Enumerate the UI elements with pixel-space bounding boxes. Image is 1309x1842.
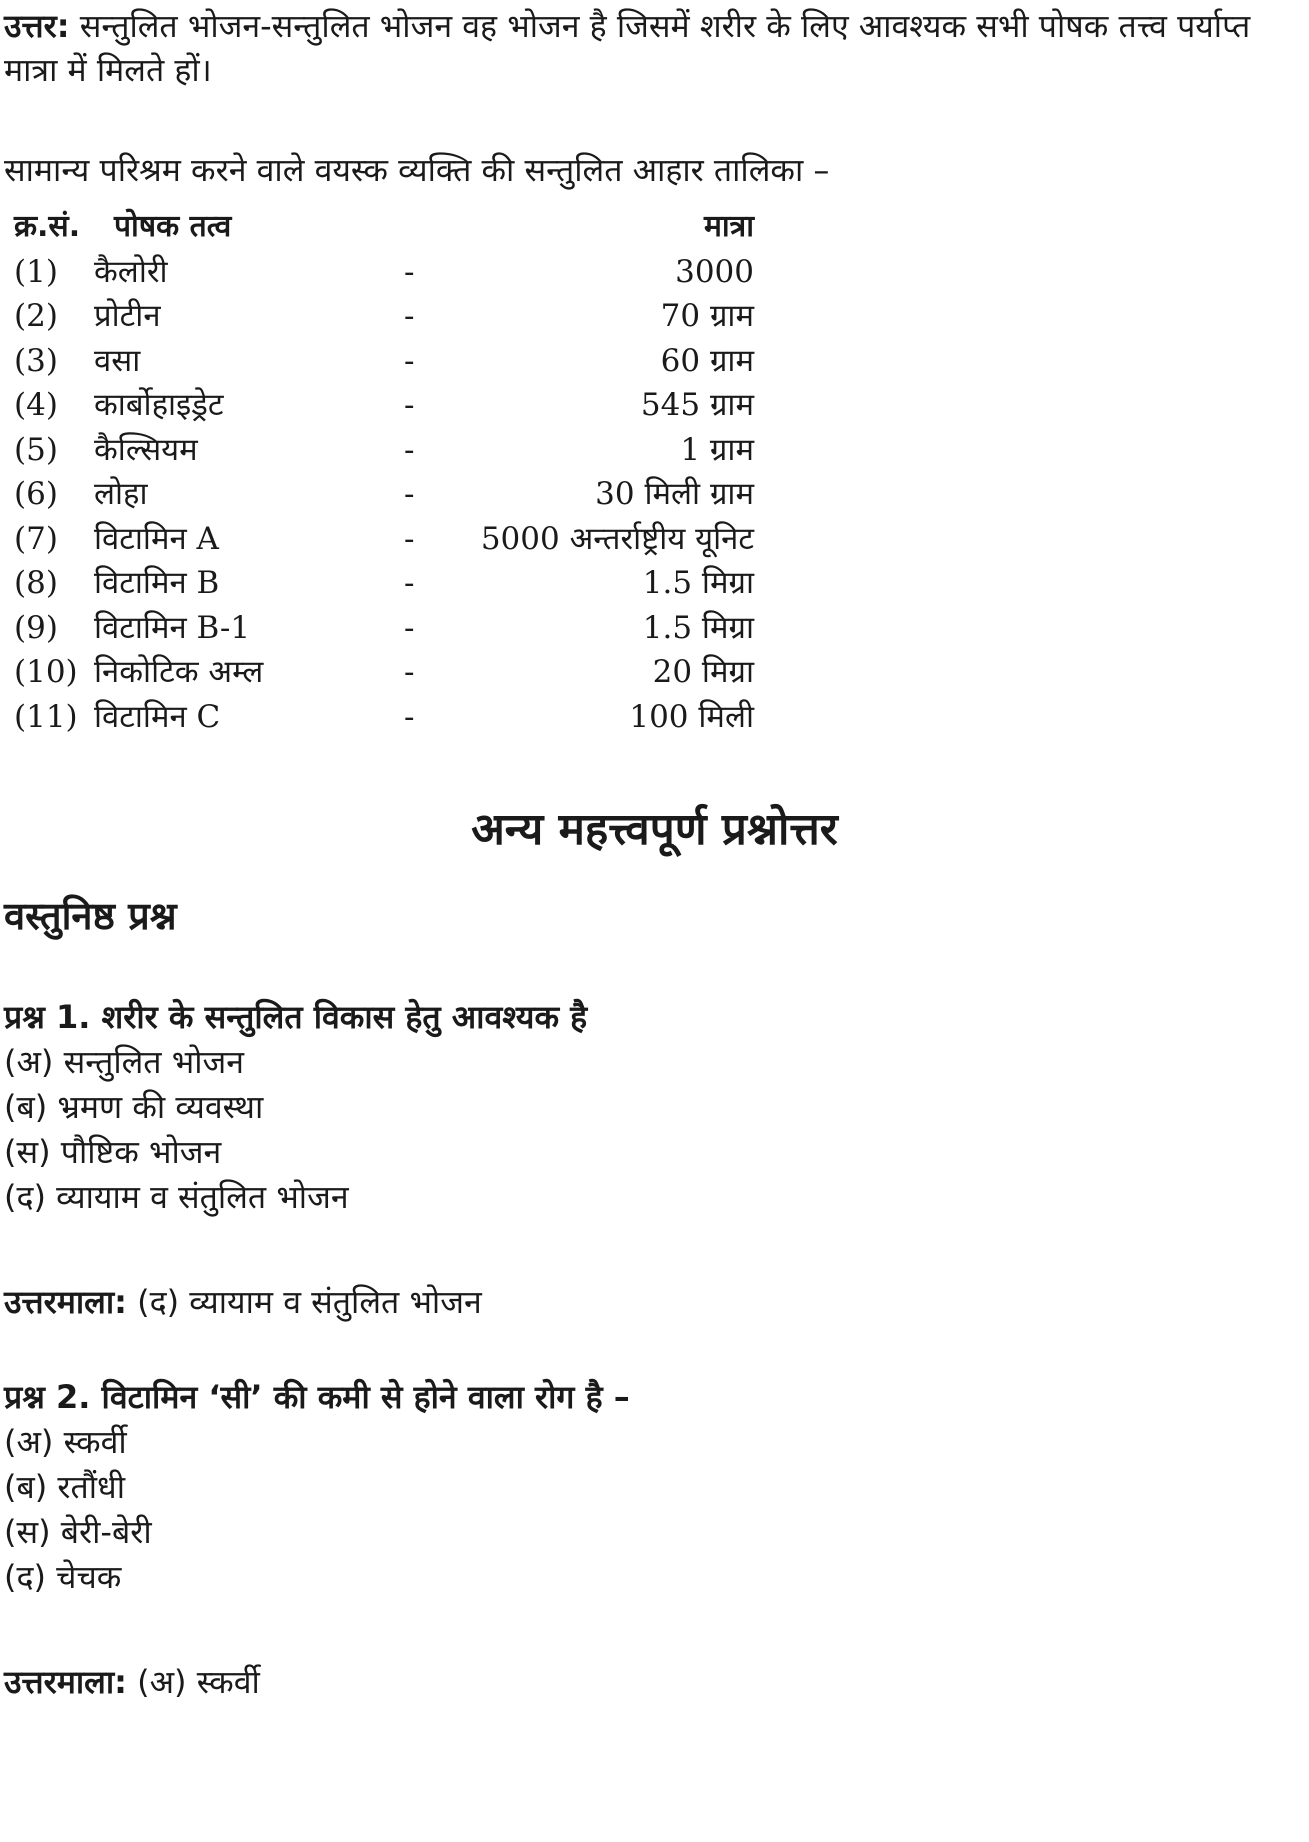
option: (ब) भ्रमण की व्यवस्था xyxy=(4,1088,264,1126)
nutrient-quantity: 5000 अन्तर्राष्ट्रीय यूनिट xyxy=(480,520,754,557)
table-row xyxy=(14,250,754,295)
subsection-heading: वस्तुनिष्ठ प्रश्न xyxy=(4,894,177,938)
table-header xyxy=(14,205,754,250)
table-intro: सामान्य परिश्रम करने वाले वयस्क व्यक्ति की सन्तुलित आहार तालिका – xyxy=(4,151,830,189)
answer-key-label: उत्तरमाला: xyxy=(4,1283,127,1321)
row-dash: - xyxy=(404,431,415,468)
row-number: (3) xyxy=(14,342,58,379)
nutrient-quantity: 100 मिली xyxy=(629,698,754,735)
table-row xyxy=(14,472,754,517)
section-heading: अन्य महत्त्वपूर्ण प्रश्नोत्तर xyxy=(471,804,838,855)
row-dash: - xyxy=(404,654,415,690)
header-qty: मात्रा xyxy=(703,209,754,244)
option: (ब) रतौंधी xyxy=(4,1468,125,1506)
nutrient-name: कार्बोहाइड्रेट xyxy=(94,387,224,423)
option: (द) व्यायाम व संतुलित भोजन xyxy=(4,1178,349,1216)
answer-label: उत्तर: xyxy=(4,7,70,45)
row-dash: - xyxy=(404,565,415,601)
nutrient-name: लोहा xyxy=(94,476,148,512)
row-number: (7) xyxy=(14,520,58,557)
question-text: प्रश्न 2. विटामिन ‘सी’ की कमी से होने वाला रोग है – xyxy=(4,1378,630,1416)
header-num: क्र.सं. xyxy=(14,209,81,244)
option: (द) चेचक xyxy=(4,1558,122,1596)
answer-key xyxy=(4,1280,482,1324)
table-body xyxy=(14,250,754,740)
nutrient-name: निकोटिक अम्ल xyxy=(94,654,264,690)
row-number: (4) xyxy=(14,387,58,423)
row-dash: - xyxy=(404,253,415,290)
row-number: (1) xyxy=(14,253,58,290)
nutrient-name: विटामिन B xyxy=(94,565,220,601)
answer-key xyxy=(4,1660,260,1704)
table-row xyxy=(14,650,754,695)
question-text: प्रश्न 1. शरीर के सन्तुलित विकास हेतु आवश्यक है xyxy=(4,998,588,1036)
nutrient-name: वसा xyxy=(94,342,141,379)
row-dash: - xyxy=(404,609,415,646)
nutrient-name: कैलोरी xyxy=(94,253,168,290)
option: (अ) स्कर्वी xyxy=(4,1423,127,1461)
nutrient-name: कैल्सियम xyxy=(94,431,198,468)
nutrient-quantity: 20 मिग्रा xyxy=(652,654,754,690)
nutrient-quantity: 545 ग्राम xyxy=(640,387,754,423)
row-number: (6) xyxy=(14,476,58,512)
table-row xyxy=(14,294,754,339)
option: (अ) सन्तुलित भोजन xyxy=(4,1043,245,1081)
row-dash: - xyxy=(404,387,415,423)
diet-table xyxy=(14,205,754,739)
nutrient-name: विटामिन C xyxy=(94,698,221,735)
table-row xyxy=(14,339,754,384)
nutrient-quantity: 30 मिली ग्राम xyxy=(595,476,754,512)
answer-key-text: (अ) स्कर्वी xyxy=(126,1663,260,1701)
row-number: (11) xyxy=(14,698,78,735)
option: (स) पौष्टिक भोजन xyxy=(4,1133,222,1171)
answer-text: सन्तुलित भोजन-सन्तुलित भोजन वह भोजन है जिसमें शरीर के लिए आवश्यक सभी पोषक तत्त्व पर्याप्त मात्रा में मिलते हों। xyxy=(4,7,1251,89)
nutrient-quantity: 60 ग्राम xyxy=(660,342,754,379)
header-name: पोषक तत्व xyxy=(114,209,232,244)
answer-intro xyxy=(4,4,1299,92)
nutrient-quantity: 1.5 मिग्रा xyxy=(642,565,754,601)
row-number: (8) xyxy=(14,565,58,601)
nutrient-quantity: 1 ग्राम xyxy=(680,431,754,468)
nutrient-name: विटामिन B-1 xyxy=(94,609,251,646)
answer-key-label: उत्तरमाला: xyxy=(4,1663,127,1701)
row-dash: - xyxy=(404,698,415,735)
row-dash: - xyxy=(404,520,415,557)
table-row xyxy=(14,695,754,740)
nutrient-quantity: 3000 xyxy=(675,253,754,290)
nutrient-name: प्रोटीन xyxy=(94,298,161,334)
row-number: (5) xyxy=(14,431,58,468)
row-dash: - xyxy=(404,476,415,512)
row-dash: - xyxy=(404,298,415,334)
row-number: (10) xyxy=(14,654,78,690)
row-dash: - xyxy=(404,342,415,379)
table-row xyxy=(14,428,754,473)
nutrient-quantity: 70 ग्राम xyxy=(660,298,754,334)
table-row xyxy=(14,561,754,606)
row-number: (2) xyxy=(14,298,58,334)
nutrient-name: विटामिन A xyxy=(94,520,219,557)
table-row xyxy=(14,383,754,428)
table-row xyxy=(14,517,754,562)
answer-key-text: (द) व्यायाम व संतुलित भोजन xyxy=(126,1283,482,1321)
row-number: (9) xyxy=(14,609,58,646)
option: (स) बेरी-बेरी xyxy=(4,1513,152,1551)
table-row xyxy=(14,606,754,651)
nutrient-quantity: 1.5 मिग्रा xyxy=(642,609,754,646)
